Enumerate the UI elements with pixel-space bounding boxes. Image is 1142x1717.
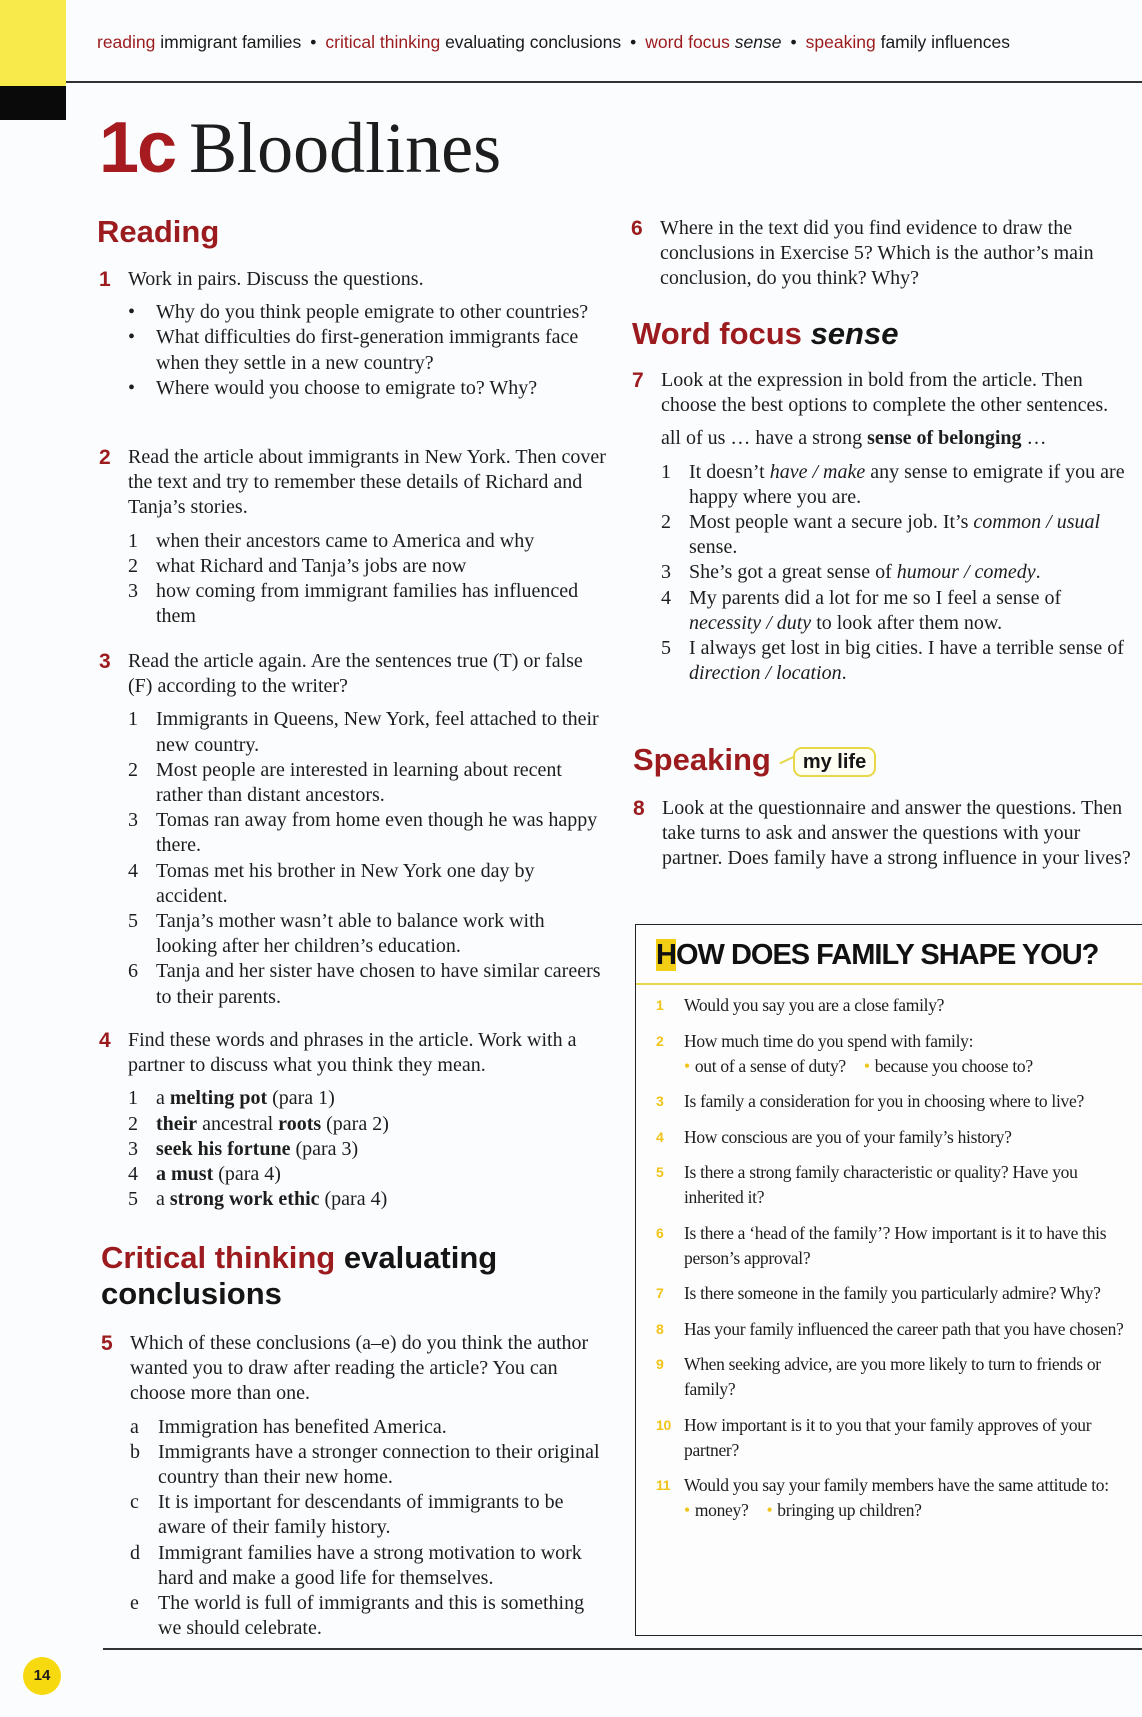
questionnaire-item <box>656 1317 1136 1342</box>
question-text: Would you say your family members have the same attitude to: <box>684 1475 1109 1495</box>
text-run: I always get lost in big cities. I have a terrible sense of <box>689 637 1124 660</box>
question-number: 1 <box>656 997 664 1013</box>
questionnaire-item <box>656 1221 1136 1271</box>
exercise-list <box>128 529 609 630</box>
question-text: How important is it to you that your family approves of your partner? <box>684 1414 1092 1460</box>
item-marker: c <box>130 1491 139 1514</box>
text-run: their <box>156 1112 198 1135</box>
exercise-body <box>128 1028 609 1212</box>
question-number: 10 <box>656 1416 671 1433</box>
text-run: . <box>1035 561 1041 584</box>
text-run: strong work ethic <box>169 1188 320 1211</box>
text-run: Immigration has benefited America. <box>158 1415 447 1438</box>
item-marker: 1 <box>128 708 138 731</box>
exercise-number: 6 <box>631 217 643 240</box>
list-item <box>128 1162 609 1187</box>
text-run: Why do you think people emigrate to other countries? <box>156 301 589 324</box>
list-item <box>128 579 609 629</box>
section-heading-reading: Reading <box>97 214 220 249</box>
list-item <box>661 586 1132 636</box>
list-item <box>128 909 609 959</box>
exercise-instructions: Work in pairs. Discuss the questions. <box>128 268 424 290</box>
exercise-instructions: Look at the expression in bold from the article. Then choose the best options to complete the other sentences. <box>661 369 1109 417</box>
list-item <box>130 1415 611 1440</box>
separator-dot: • <box>630 32 637 52</box>
item-marker: 3 <box>128 809 138 832</box>
exercise-number: 7 <box>632 369 644 392</box>
questionnaire-box <box>635 924 1142 1636</box>
list-item <box>661 510 1132 560</box>
option: • money? <box>684 1500 748 1520</box>
text-run: ancestral <box>197 1112 279 1135</box>
exercise-list <box>128 1086 609 1212</box>
list-item <box>128 529 609 554</box>
text-run: She’s got a great sense of <box>689 561 897 584</box>
text-run: It is important for descendants of immigrants to be aware of their family history. <box>158 1491 564 1539</box>
topic-text: sense <box>734 32 782 52</box>
lesson-title: Bloodlines <box>189 108 502 188</box>
section-heading-critical-thinking <box>101 1240 571 1312</box>
topic-text: evaluating conclusions <box>445 32 622 52</box>
page-number: 14 <box>23 1657 61 1695</box>
item-marker: 2 <box>128 1112 138 1135</box>
heading-red: Critical thinking <box>101 1240 336 1275</box>
text-run: how coming from immigrant families has influenced them <box>156 580 579 628</box>
text-run: sense of belonging <box>867 427 1022 450</box>
separator-dot: • <box>790 32 797 52</box>
exercise-body <box>128 267 609 401</box>
section-heading-speaking <box>633 742 876 778</box>
list-item <box>128 1137 609 1162</box>
item-marker: 3 <box>128 580 138 603</box>
text-run: Most people are interested in learning about recent rather than distant ancestors. <box>156 758 562 807</box>
text-run: to look after them now. <box>811 611 1003 634</box>
text-run: (para 3) <box>290 1137 359 1160</box>
item-marker: 3 <box>661 561 671 584</box>
option: • bringing up children? <box>766 1500 921 1520</box>
question-options <box>684 1054 1136 1079</box>
unit-topics-bar <box>97 32 1010 53</box>
question-number: 5 <box>656 1164 664 1180</box>
list-item <box>128 554 609 579</box>
exercise-5 <box>101 1331 611 1641</box>
topic-label: reading <box>97 32 156 52</box>
text-run: Tanja and her sister have chosen to have similar careers to their parents. <box>156 960 601 1008</box>
exercise-body <box>661 368 1132 686</box>
text-run: . <box>841 662 847 685</box>
list-item <box>128 707 609 757</box>
list-item <box>661 636 1132 686</box>
text-run: My parents did a lot for me so I feel a sense of <box>689 586 1062 609</box>
exercise-6 <box>631 216 1131 292</box>
text-run: seek his fortune <box>156 1137 291 1160</box>
text-run: sense. <box>689 536 738 559</box>
item-marker: 2 <box>661 511 671 534</box>
question-number: 8 <box>656 1320 664 1337</box>
text-run: … <box>1021 427 1047 450</box>
example-sentence <box>661 426 1132 451</box>
question-text: Has your family influenced the career path that you have chosen? <box>684 1318 1124 1339</box>
exercise-number: 4 <box>99 1029 111 1052</box>
text-run: (para 4) <box>213 1163 281 1186</box>
text-run: all of us … have a strong <box>661 427 868 450</box>
text-run: Most people want a secure job. It’s <box>689 511 974 534</box>
exercise-number: 8 <box>633 797 645 820</box>
list-item <box>128 808 609 858</box>
text-run: direction / location <box>689 662 842 685</box>
text-run: It doesn’t <box>689 460 770 483</box>
item-marker: a <box>130 1415 139 1438</box>
question-text: How conscious are you of your family’s history? <box>684 1126 1012 1147</box>
item-marker: d <box>130 1541 140 1564</box>
list-item <box>130 1440 611 1490</box>
question-number: 11 <box>656 1477 671 1493</box>
option: • because you choose to? <box>864 1056 1033 1076</box>
question-text: When seeking advice, are you more likely to turn to friends or family? <box>684 1354 1101 1399</box>
list-item <box>128 758 609 808</box>
list-item <box>128 859 609 909</box>
exercise-8 <box>633 796 1133 872</box>
questionnaire-item <box>656 1029 1136 1079</box>
exercise-instructions: Look at the questionnaire and answer the questions. Then take turns to ask and answer the questions with your partner. Does family have a strong influence in your lives? <box>662 797 1131 870</box>
exercise-body <box>662 796 1133 872</box>
topic-label: speaking <box>805 32 876 52</box>
questionnaire-item <box>656 1125 1136 1150</box>
list-item <box>128 1187 609 1212</box>
section-heading-word-focus <box>632 316 898 352</box>
topic-text: immigrant families <box>160 32 302 52</box>
text-run: any sense to emigrate if you are happy where you are. <box>689 460 1125 508</box>
text-run: What difficulties do first-generation immigrants face when they settle in a new country? <box>156 326 579 374</box>
heading-red: Word focus <box>632 316 802 351</box>
text-run: melting pot <box>169 1087 268 1110</box>
item-marker: 4 <box>128 859 138 882</box>
exercise-list <box>128 300 609 401</box>
exercise-number: 2 <box>99 446 111 469</box>
questionnaire-list <box>656 993 1136 1534</box>
question-text: How much time do you spend with family: <box>684 1030 974 1051</box>
questionnaire-item <box>656 993 1136 1018</box>
item-marker: 5 <box>128 1188 138 1211</box>
list-item <box>128 300 609 325</box>
item-marker: e <box>130 1592 139 1615</box>
item-marker: 4 <box>661 586 671 609</box>
text-run: necessity / duty <box>689 611 812 634</box>
questionnaire-item <box>656 1413 1136 1463</box>
list-item <box>128 325 609 375</box>
exercise-body <box>128 649 609 1010</box>
list-item <box>128 1086 609 1111</box>
text-run: Tomas met his brother in New York one day by accident. <box>156 859 535 907</box>
question-number: 9 <box>656 1356 664 1372</box>
list-item <box>661 460 1132 510</box>
list-item <box>128 1112 609 1137</box>
text-run: Tanja’s mother wasn’t able to balance work with looking after her children’s education. <box>156 910 545 958</box>
page-title <box>99 108 501 188</box>
exercise-4 <box>99 1028 609 1212</box>
exercise-instructions: Where in the text did you find evidence to draw the conclusions in Exercise 5? Which is the author’s main conclusion, do you think? Why? <box>660 217 1094 290</box>
text-run: when their ancestors came to America and why <box>156 529 535 552</box>
question-options <box>684 1498 1136 1523</box>
list-item <box>130 1591 611 1641</box>
text-run: Immigrants have a stronger connection to their original country than their new home. <box>158 1440 600 1489</box>
text-run: a must <box>156 1163 214 1186</box>
list-item <box>661 560 1132 585</box>
item-marker: • <box>128 326 136 349</box>
heading-red: Speaking <box>633 742 771 777</box>
footer-divider <box>103 1648 1142 1650</box>
questionnaire-item <box>656 1281 1136 1306</box>
text-run: (para 4) <box>319 1188 388 1211</box>
topic-text: family influences <box>880 32 1010 52</box>
questionnaire-item <box>656 1352 1136 1402</box>
separator-dot: • <box>310 32 317 52</box>
option: • out of a sense of duty? <box>684 1056 846 1076</box>
exercise-number: 1 <box>99 268 111 291</box>
item-marker: 2 <box>128 554 138 577</box>
exercise-instructions: Read the article about immigrants in New York. Then cover the text and try to remember these details of Richard and Tanja’s stories. <box>128 446 606 519</box>
question-number: 6 <box>656 1224 664 1241</box>
item-marker: 5 <box>661 637 671 660</box>
title-highlight-letter: H <box>656 939 676 971</box>
heading-italic: sense <box>810 316 899 351</box>
list-item <box>128 959 609 1009</box>
text-run: (para 2) <box>321 1112 389 1135</box>
question-text: Is family a consideration for you in choosing where to live? <box>684 1091 1084 1111</box>
question-number: 2 <box>656 1032 664 1049</box>
topic-label: word focus <box>645 32 730 52</box>
question-number: 3 <box>656 1093 664 1109</box>
list-item <box>128 376 609 401</box>
text-run: a <box>156 1188 170 1211</box>
question-text: Is there someone in the family you particularly admire? Why? <box>684 1283 1101 1303</box>
item-marker: 1 <box>128 1087 138 1110</box>
text-run: roots <box>278 1112 322 1135</box>
exercise-instructions: Read the article again. Are the sentences true (T) or false (F) according to the writer? <box>128 650 583 698</box>
text-run: common / usual <box>973 511 1101 534</box>
text-run: humour / comedy <box>896 561 1036 584</box>
text-run: have / make <box>769 460 866 483</box>
corner-yellow-block <box>0 0 66 86</box>
question-text: Would you say you are a close family? <box>684 995 945 1015</box>
text-run: Tomas ran away from home even though he was happy there. <box>156 809 598 857</box>
question-number: 4 <box>656 1128 664 1145</box>
exercise-body <box>130 1331 611 1641</box>
exercise-7 <box>632 368 1132 686</box>
item-marker: 3 <box>128 1137 138 1160</box>
exercise-body <box>128 445 609 629</box>
topic-label: critical thinking <box>325 32 441 52</box>
item-marker: 6 <box>128 960 138 983</box>
questionnaire-title <box>656 939 1098 972</box>
exercise-number: 5 <box>101 1332 113 1355</box>
text-run: what Richard and Tanja’s jobs are now <box>156 554 467 577</box>
questionnaire-item <box>656 1160 1136 1210</box>
my-life-badge: my life <box>793 747 876 777</box>
text-run: The world is full of immigrants and this is something we should celebrate. <box>158 1592 585 1640</box>
text-run: Where would you choose to emigrate to? Why? <box>156 376 538 399</box>
exercise-number: 3 <box>99 650 111 673</box>
exercise-list <box>661 460 1132 687</box>
exercise-list <box>130 1415 611 1642</box>
item-marker: 5 <box>128 910 138 933</box>
questionnaire-item <box>656 1473 1136 1523</box>
item-marker: • <box>128 376 136 399</box>
exercise-2 <box>99 445 609 629</box>
exercise-instructions: Find these words and phrases in the article. Work with a partner to discuss what you think they mean. <box>128 1029 577 1077</box>
exercise-1 <box>99 267 609 401</box>
list-item <box>130 1490 611 1540</box>
header-divider <box>66 81 1142 83</box>
item-marker: 1 <box>661 460 671 483</box>
questionnaire-divider <box>636 983 1142 985</box>
text-run: Immigrants in Queens, New York, feel attached to their new country. <box>156 708 599 756</box>
text-run: (para 1) <box>267 1087 335 1110</box>
question-text: Is there a ‘head of the family’? How important is it to have this person’s approval? <box>684 1222 1107 1268</box>
corner-black-block <box>0 86 66 120</box>
heading-black: evaluating conclusions <box>101 1240 498 1311</box>
item-marker: b <box>130 1440 140 1463</box>
item-marker: 1 <box>128 529 138 552</box>
exercise-3 <box>99 649 609 1010</box>
text-run: Immigrant families have a strong motivation to work hard and make a good life for themselves. <box>158 1541 582 1589</box>
exercise-instructions: Which of these conclusions (a–e) do you think the author wanted you to draw after reading the article? You can choose more than one. <box>130 1332 589 1405</box>
lesson-code: 1c <box>99 108 176 188</box>
title-rest: OW DOES FAMILY SHAPE YOU? <box>675 939 1099 971</box>
question-text: Is there a strong family characteristic or quality? Have you inherited it? <box>684 1162 1078 1207</box>
item-marker: • <box>128 301 136 324</box>
exercise-body <box>660 216 1131 292</box>
item-marker: 4 <box>128 1163 138 1186</box>
item-marker: 2 <box>128 758 138 781</box>
question-number: 7 <box>656 1285 664 1301</box>
questionnaire-item <box>656 1089 1136 1114</box>
list-item <box>130 1541 611 1591</box>
exercise-list <box>128 707 609 1009</box>
text-run: a <box>156 1087 170 1110</box>
